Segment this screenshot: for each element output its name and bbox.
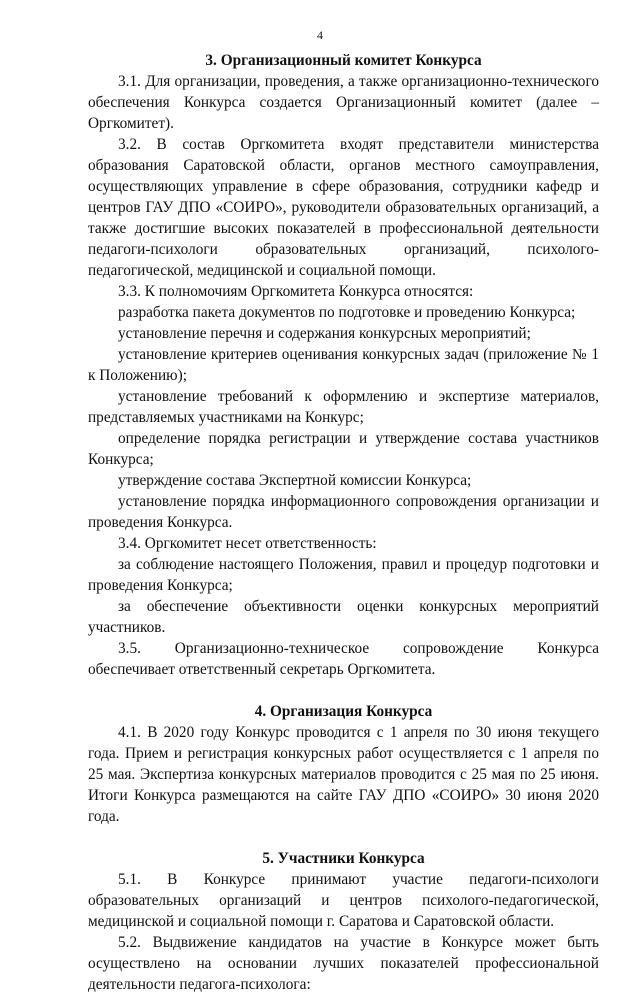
list-item: установление требований к оформлению и экспертизе материалов, представляемых участниками на Конкурс; <box>88 388 599 426</box>
list-item: разработка пакета документов по подготовке и проведению Конкурса; <box>118 304 576 321</box>
list-item: утверждение состава Экспертной комиссии Конкурса; <box>118 472 472 489</box>
paragraph-3-1: 3.1. Для организации, проведения, а также организационно-технического обеспечения Конкурса создается Организационный комитет (далее – Оргкомитет). <box>88 73 599 132</box>
list-item: установление перечня и содержания конкурсных мероприятий; <box>118 325 531 342</box>
list-item: установление критериев оценивания конкурсных задач (приложение № 1 к Положению); <box>88 346 599 384</box>
section-4-heading: 4. Организация Конкурса <box>254 703 433 720</box>
section-5-heading: 5. Участники Конкурса <box>262 850 425 867</box>
paragraph-4-1: 4.1. В 2020 году Конкурс проводится с 1 апреля по 30 июня текущего года. Прием и регистрация конкурсных работ осуществляется с 1 апреля по 25 мая. Экспертиза конкурсных материалов проводится с 25 мая по 25 июня. Итоги Конкурса размещаются на сайте ГАУ ДПО «СОИРО» 30 июня 2020 года. <box>88 724 599 825</box>
list-item: за соблюдение настоящего Положения, правил и процедур подготовки и проведения Конкурса; <box>88 556 599 594</box>
section-3-heading: 3. Организационный комитет Конкурса <box>205 52 482 69</box>
document-body <box>88 50 599 995</box>
page-number: 4 <box>317 28 323 42</box>
paragraph-3-3: 3.3. К полномочиям Оргкомитета Конкурса относятся: <box>118 283 474 300</box>
list-item: за обеспечение объективности оценки конкурсных мероприятий участников. <box>88 598 599 636</box>
paragraph-3-4: 3.4. Оргкомитет несет ответственность: <box>118 535 377 552</box>
paragraph-3-2: 3.2. В состав Оргкомитета входят представители министерства образования Саратовской области, органов местного самоуправления, осуществляющих управление в сфере образования, сотрудники кафедр и центров ГАУ ДПО «СОИРО», руководители образовательных организаций, а также достигшие высоких показателей в профессиональной деятельности педагоги-психологи образовательных организаций, психолого-педагогической, медицинской и социальной помощи. <box>88 136 599 279</box>
paragraph-5-1: 5.1. В Конкурсе принимают участие педагоги-психологи образовательных организаций и центров психолого-педагогической, медицинской и социальной помощи г. Саратова и Саратовской области. <box>88 871 599 930</box>
list-item: определение порядка регистрации и утверждение состава участников Конкурса; <box>88 430 599 468</box>
paragraph-3-5: 3.5. Организационно-техническое сопровождение Конкурса обеспечивает ответственный секретарь Оргкомитета. <box>88 640 599 678</box>
paragraph-5-2: 5.2. Выдвижение кандидатов на участие в Конкурсе может быть осуществлено на основании лучших показателей профессиональной деятельности педагога-психолога: <box>88 934 599 993</box>
list-item: установление порядка информационного сопровождения организации и проведения Конкурса. <box>88 493 599 531</box>
